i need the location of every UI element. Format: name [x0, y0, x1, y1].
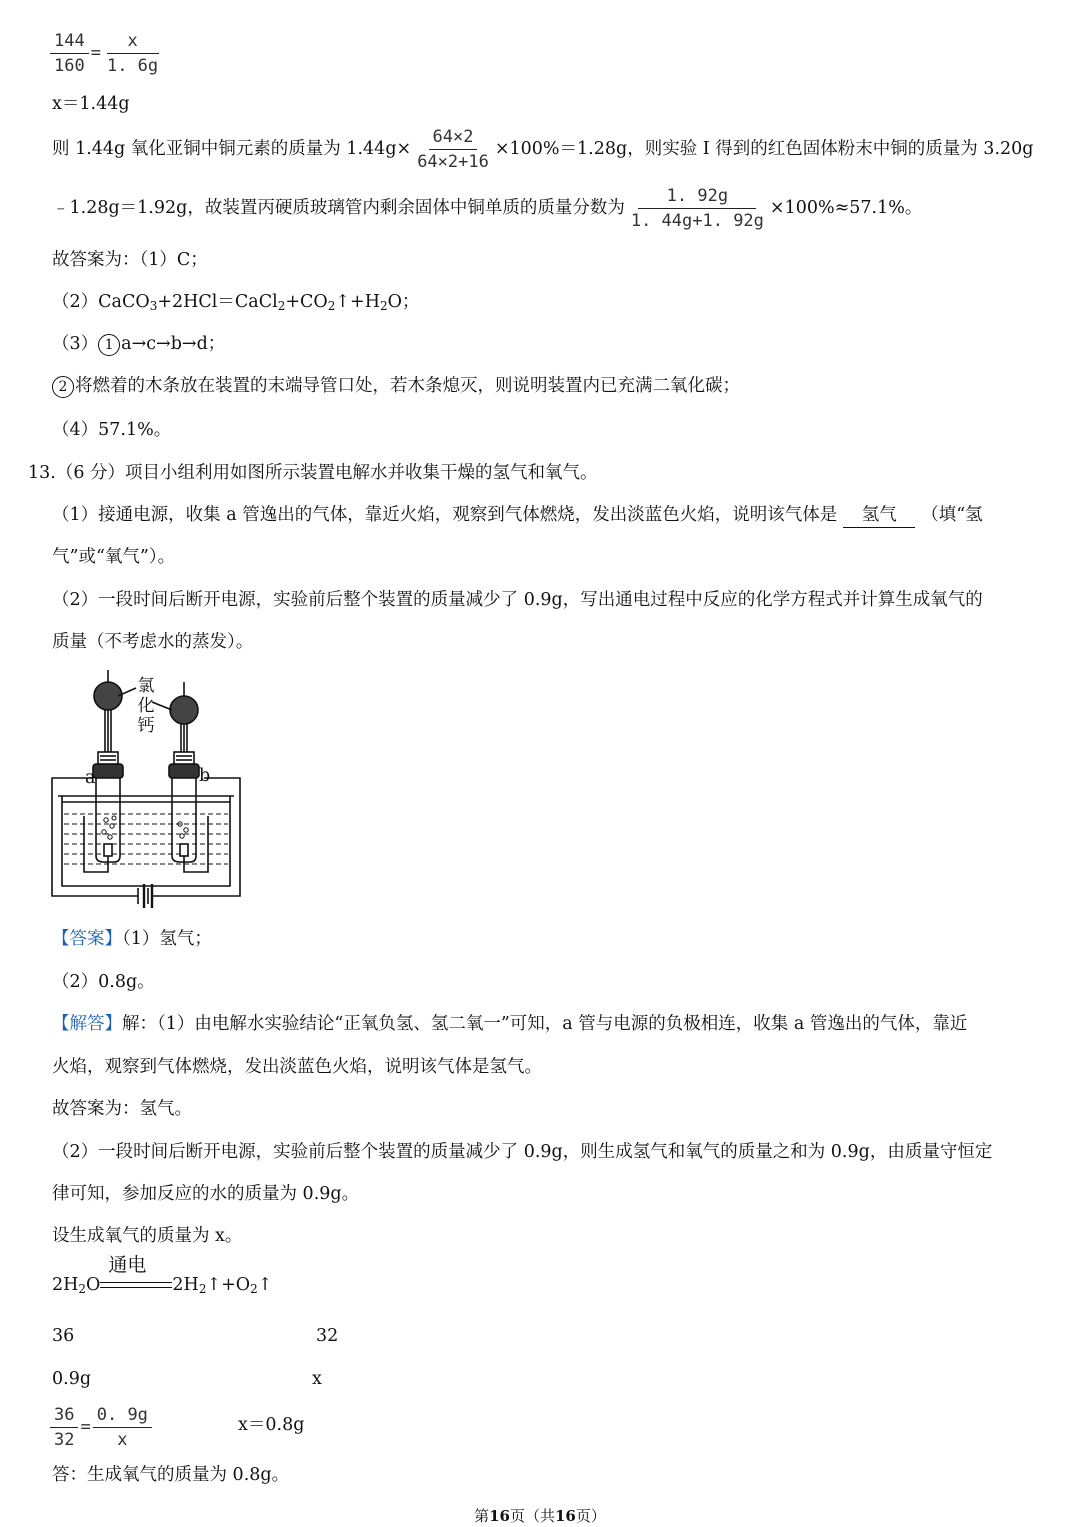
mass-oxygen: x	[312, 1369, 322, 1389]
solution-line: 故答案为：氢气。	[52, 1099, 192, 1119]
solution-tag: 【解答】	[52, 1014, 122, 1034]
ratio-equation: $\frac{36}{32}$ = $\frac{0. 9g}{x}$	[48, 1404, 154, 1451]
chemical-equation: $2H_2O$ 通电 $2H_2↑+O_2↑$	[52, 1254, 273, 1296]
page-number: 16	[489, 1507, 510, 1525]
answer-line: （3） 1 a→c→b→d；	[52, 334, 226, 354]
answer-line: 【答案】（1）氢气；	[52, 929, 212, 949]
reaction-condition: 通电	[100, 1273, 172, 1297]
answer-line: 故答案为：（1）C；	[52, 250, 208, 270]
answer-blank: 氢气	[843, 503, 915, 528]
solution-line: 设生成氧气的质量为 x。	[52, 1226, 243, 1246]
question-part: （2）一段时间后断开电源，实验前后整个装置的质量减少了 0.9g，写出通电过程中反应的化学方程式并计算生成氧气的	[52, 590, 983, 610]
question-part: 质量（不考虑水的蒸发）。	[52, 632, 254, 652]
fraction: $\frac{x}{1. 6g}$	[106, 31, 159, 76]
answer-line: 2 将燃着的木条放在装置的末端导管口处，若木条熄灭，则说明装置内已充满二氧化碳；	[52, 374, 740, 398]
molar-mass-water: 36	[52, 1326, 75, 1346]
question-part: （1）接通电源，收集 a 管逸出的气体，靠近火焰，观察到气体燃烧，发出淡蓝色火焰，说明该气体是 氢气 （填“氢	[52, 503, 983, 528]
solution-line: 火焰，观察到气体燃烧，发出淡蓝色火焰，说明该气体是氢气。	[52, 1057, 542, 1077]
fraction: $\frac{64\times 2}{64\times 2+16}$	[417, 127, 489, 172]
answer-line: （2）0.8g。	[52, 972, 155, 992]
reagent-label: 氯 化 钙	[137, 676, 155, 736]
fraction: $\frac{0. 9g}{x}$	[93, 1404, 152, 1451]
mass-water: 0.9g	[52, 1369, 92, 1389]
solution-line: 律可知，参加反应的水的质量为 0.9g。	[52, 1184, 360, 1204]
final-answer: 答：生成氧气的质量为 0.8g。	[52, 1465, 290, 1485]
solution-line: （2）一段时间后断开电源，实验前后整个装置的质量减少了 0.9g，则生成氢气和氧气的质量之和为 0.9g，由质量守恒定	[52, 1142, 993, 1162]
molar-mass-oxygen: 32	[316, 1326, 339, 1346]
ratio-equation: $\frac{144}{160}$ = $\frac{x}{1. 6g}$	[48, 30, 164, 77]
x-result: x＝1.44g	[52, 94, 130, 114]
text-line: ﹣1.28g＝1.92g，故装置丙硬质玻璃管内剩余固体中铜单质的质量分数为 $\frac{1. 92g}{1. 44g+1. 92g}$ ×100%≈57.1%。	[52, 186, 923, 231]
circled-number: 1	[98, 334, 120, 356]
page-footer: 第16页（共16页）	[474, 1507, 606, 1525]
fraction: $\frac{144}{160}$	[50, 30, 89, 77]
solution-line: 【解答】解：（1）由电解水实验结论“正氧负氢、氢二氧一”可知，a 管与电源的负极相连，收集 a 管逸出的气体，靠近	[52, 1014, 968, 1034]
answer-tag: 【答案】	[52, 929, 122, 949]
question-title: 13.（6 分）项目小组利用如图所示装置电解水并收集干燥的氢气和氧气。	[28, 463, 598, 483]
answer-line: $(2)CaCO_3+2HCl=CaCl_2+CO_2↑+H_2O$；	[52, 292, 420, 313]
tube-label-b: b	[199, 766, 211, 786]
answer-line: （4）57.1%。	[52, 420, 172, 440]
text-line: 则 1.44g 氧化亚铜中铜元素的质量为 1.44g× $\frac{64\times 2}{64\times 2+16}$ ×100%＝1.28g，则实验 I 得到的红色固体粉末中铜的质量为 3.20g	[52, 127, 1034, 172]
fraction: $\frac{36}{32}$	[50, 1404, 78, 1451]
circled-number: 2	[52, 376, 74, 398]
question-part: 气”或“氧气”）。	[52, 547, 176, 567]
tube-label-a: a	[85, 768, 96, 788]
fraction: $\frac{1. 92g}{1. 44g+1. 92g}$	[630, 186, 764, 231]
x-result: x＝0.8g	[238, 1415, 305, 1435]
page-total: 16	[555, 1507, 576, 1525]
